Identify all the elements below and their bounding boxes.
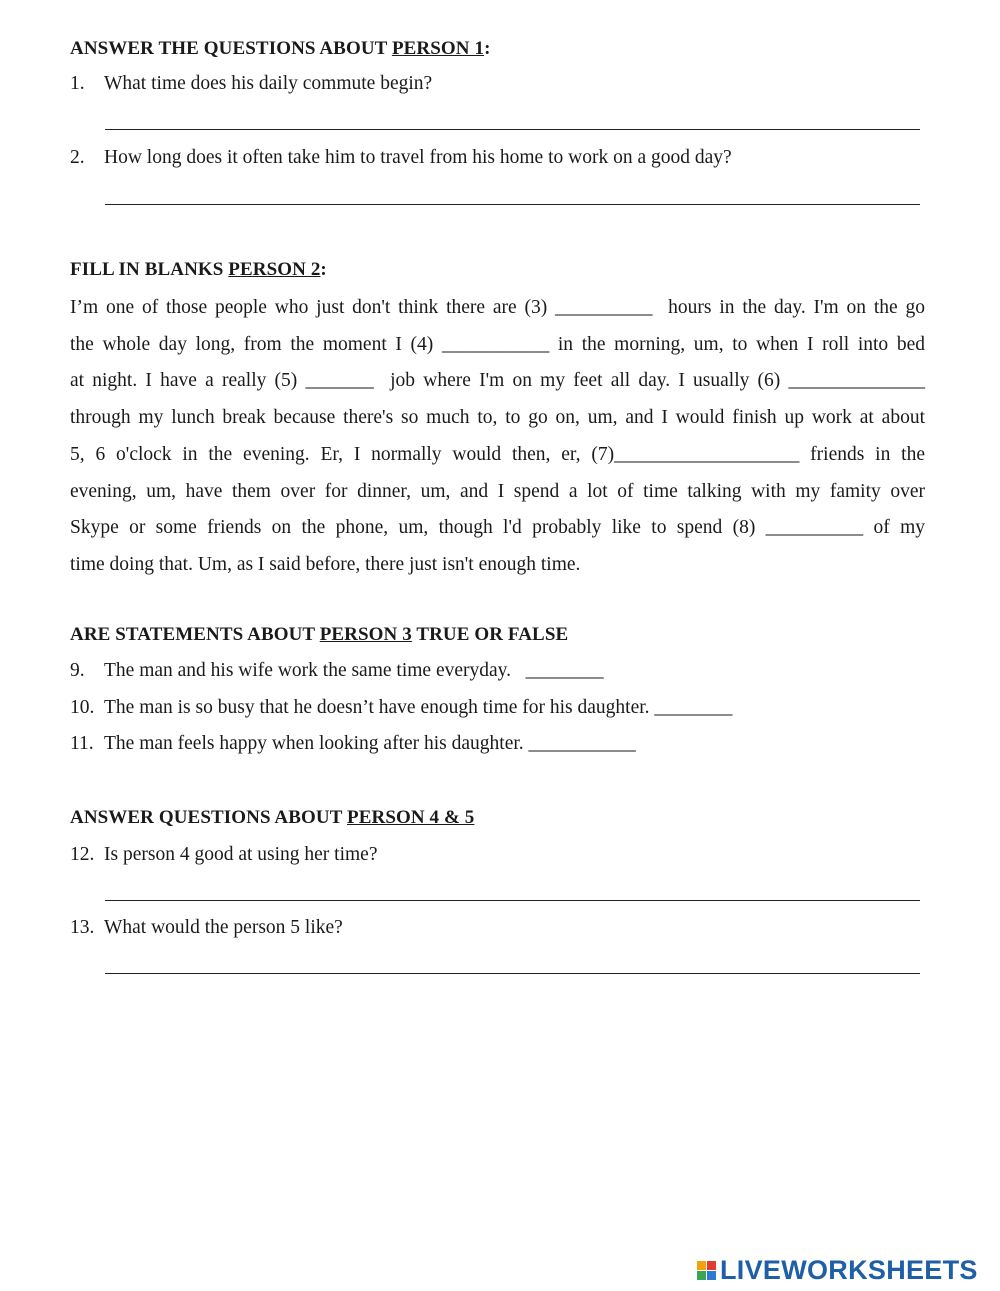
liveworksheets-logo	[697, 1255, 978, 1285]
heading-text: ARE STATEMENTS ABOUT	[70, 624, 320, 645]
statement-10	[70, 697, 732, 719]
question-1	[70, 73, 432, 95]
heading-suffix: :	[320, 259, 327, 280]
logo-block	[697, 1261, 706, 1270]
heading-person-label: PERSON 3	[319, 624, 412, 645]
blank-6[interactable]: ______________	[788, 370, 925, 392]
section-3-heading	[70, 624, 568, 646]
question-text: What time does his daily commute begin?	[104, 73, 433, 94]
blank-3[interactable]: __________	[555, 297, 653, 318]
passage-text: through my lunch break because there's so much to, to go on, um, and I would finish up work at about	[70, 407, 925, 429]
answer-line-1[interactable]	[105, 129, 920, 130]
passage-line	[70, 290, 925, 327]
blank-7[interactable]: ___________________	[614, 443, 800, 465]
answer-line-2[interactable]	[105, 204, 920, 205]
passage-text: Skype or some friends on the phone, um, though l'd probably like to spend (8)	[70, 517, 766, 539]
blank-8[interactable]: __________	[765, 517, 864, 539]
statement-number: 9.	[70, 660, 85, 681]
statement-11	[70, 733, 636, 755]
passage-text: in the morning, um, to when I roll into bed	[549, 333, 925, 355]
statement-number: 11.	[70, 733, 94, 754]
logo-blocks-icon	[697, 1261, 716, 1280]
blank-4[interactable]: ___________	[441, 333, 550, 355]
true-false-blank[interactable]: ________	[649, 697, 733, 718]
true-false-blank[interactable]: ________	[511, 660, 604, 681]
passage-line	[70, 327, 925, 364]
passage-line	[70, 474, 925, 511]
heading-suffix: :	[484, 38, 491, 59]
answer-line-12[interactable]	[105, 900, 920, 901]
question-number: 12.	[70, 844, 95, 865]
section-4-heading	[70, 807, 474, 829]
passage-text: friends in the	[799, 443, 925, 465]
statement-text: The man feels happy when looking after his daughter.	[104, 733, 524, 754]
passage-text: job where I'm on my feet all day. I usually (6)	[373, 370, 789, 392]
heading-person-label: PERSON 1	[391, 38, 485, 59]
question-number: 13.	[70, 917, 95, 938]
passage-line	[70, 400, 925, 437]
statement-number: 10.	[70, 697, 95, 718]
logo-block	[697, 1271, 706, 1280]
section-2-heading	[70, 259, 327, 281]
logo-text: LIVEWORKSHEETS	[720, 1254, 978, 1285]
heading-person-label: PERSON 4 & 5	[347, 807, 475, 828]
question-text: Is person 4 good at using her time?	[104, 844, 378, 865]
heading-text: ANSWER QUESTIONS ABOUT	[70, 807, 348, 828]
heading-person-label: PERSON 2	[228, 259, 321, 280]
passage-line	[70, 547, 925, 584]
passage-line	[70, 437, 925, 474]
blank-5[interactable]: _______	[305, 370, 374, 392]
passage-text: the whole day long, from the moment I (4)	[70, 333, 442, 355]
question-12	[70, 844, 378, 866]
passage-line	[70, 510, 925, 547]
heading-suffix: TRUE OR FALSE	[411, 624, 569, 645]
true-false-blank[interactable]: ___________	[523, 733, 636, 754]
section-1-heading	[70, 38, 491, 60]
statement-text: The man is so busy that he doesn’t have enough time for his daughter.	[104, 697, 650, 718]
passage-text: evening, um, have them over for dinner, um, and I spend a lot of time talking with my famity over	[70, 480, 925, 502]
passage-text: at night. I have a really (5)	[70, 370, 306, 392]
question-text: What would the person 5 like?	[104, 917, 343, 938]
question-2	[70, 147, 732, 169]
answer-line-13[interactable]	[105, 973, 920, 974]
statement-text: The man and his wife work the same time everyday.	[104, 660, 512, 681]
heading-text: FILL IN BLANKS	[70, 259, 229, 280]
question-number: 1.	[70, 73, 85, 94]
logo-block	[707, 1261, 716, 1270]
question-number: 2.	[70, 147, 85, 168]
statement-9	[70, 660, 604, 682]
question-13	[70, 917, 343, 939]
passage-text: of my	[863, 517, 925, 539]
fill-in-passage	[70, 290, 925, 584]
question-text: How long does it often take him to travel from his home to work on a good day?	[104, 147, 732, 168]
logo-block	[707, 1271, 716, 1280]
passage-text: hours in the day. I'm on the go	[652, 297, 925, 318]
passage-text: time doing that. Um, as I said before, there just isn't enough time.	[70, 553, 581, 575]
passage-text: I’m one of those people who just don't think there are (3)	[70, 297, 556, 318]
passage-text: 5, 6 o'clock in the evening. Er, I normally would then, er, (7)	[70, 443, 615, 465]
heading-text: ANSWER THE QUESTIONS ABOUT	[70, 38, 392, 59]
passage-line	[70, 363, 925, 400]
